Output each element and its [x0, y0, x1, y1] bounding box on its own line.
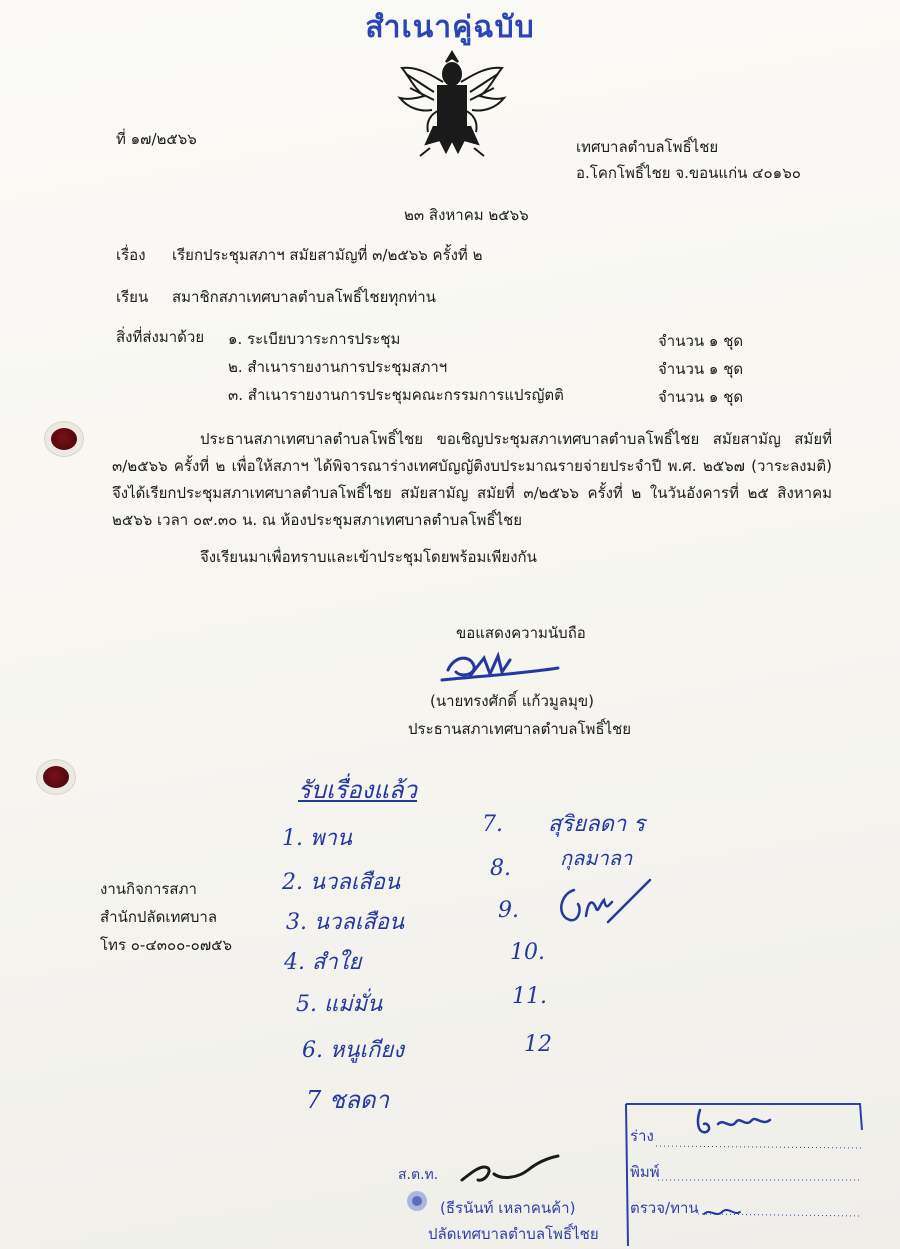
- handwritten-left-item: 5. แม่มั่น: [296, 992, 383, 1017]
- stamp-row-draft: ร่าง: [630, 1127, 654, 1145]
- handwritten-right-number: 12: [524, 1032, 552, 1057]
- organization-name: เทศบาลตำบลโพธิ์ไชย: [576, 138, 719, 156]
- enclosure-qty: จำนวน ๑ ชุด: [658, 332, 744, 350]
- punch-hole: [43, 766, 69, 788]
- handwritten-right-number: 8.: [490, 856, 511, 881]
- seal-icon: [404, 1188, 430, 1214]
- addressee-text: สมาชิกสภาเทศบาลตำบลโพธิ์ไชยทุกท่าน: [172, 288, 436, 306]
- handwritten-left-item: 4. สำใย: [284, 950, 362, 975]
- enclosures-label: สิ่งที่ส่งมาด้วย: [116, 328, 205, 346]
- office-department: งานกิจการสภา: [100, 880, 197, 898]
- document-number: ที่ ๑๗/๒๕๖๖: [116, 130, 197, 148]
- enclosure-qty: จำนวน ๑ ชุด: [658, 360, 744, 378]
- subject-text: เรียกประชุมสภาฯ สมัยสามัญที่ ๓/๒๕๖๖ ครั้งที่ ๒: [172, 246, 483, 264]
- stamp-initials-icon: [700, 1200, 790, 1224]
- stamp-row-checked: ตรวจ/ทาน: [630, 1199, 699, 1217]
- garuda-emblem-icon: [390, 44, 514, 162]
- deputy-signature-icon: [458, 1150, 562, 1190]
- handwritten-heading: รับเรื่องแล้ว: [298, 776, 418, 804]
- handwritten-left-item: 7 ชลดา: [306, 1086, 389, 1114]
- punch-hole: [51, 428, 77, 450]
- handwritten-right-number: 9.: [498, 898, 519, 923]
- addressee-label: เรียน: [116, 288, 149, 306]
- handwritten-right-number: 7.: [482, 812, 503, 837]
- document-date: ๒๓ สิงหาคม ๒๕๖๖: [404, 206, 529, 224]
- closing-salutation: ขอแสดงความนับถือ: [456, 624, 586, 642]
- copy-stamp: สำเนาคู่ฉบับ: [365, 10, 535, 45]
- office-phone: โทร ๐-๔๓๐๐-๐๗๕๖: [100, 936, 232, 954]
- signer-title: ประธานสภาเทศบาลตำบลโพธิ์ไชย: [408, 720, 632, 738]
- deputy-title: ปลัดเทศบาลตำบลโพธิ์ไชย: [428, 1225, 599, 1243]
- stamp-signature-icon: [690, 1104, 780, 1140]
- handwritten-left-item: 2. นวลเสือน: [282, 870, 401, 895]
- stamp-row-typed: พิมพ์: [630, 1163, 660, 1181]
- handwritten-right-name: สุริยลดา ร: [548, 812, 646, 837]
- handwritten-left-item: 3. นวลเสือน: [286, 910, 405, 935]
- handwritten-left-item: 1. พาน: [282, 826, 352, 851]
- enclosure-qty: จำนวน ๑ ชุด: [658, 388, 744, 406]
- organization-address: อ.โคกโพธิ์ไชย จ.ขอนแก่น ๔๐๑๖๐: [576, 164, 801, 182]
- office-division: สำนักปลัดเทศบาล: [100, 908, 218, 926]
- signer-name: (นายทรงศักดิ์ แก้วมูลมุข): [430, 692, 594, 710]
- subject-label: เรื่อง: [116, 246, 146, 264]
- handwritten-signature-icon: [552, 876, 656, 928]
- deputy-name: (ธีรนันท์ เหลาคนค้า): [440, 1199, 576, 1217]
- enclosure-item: ๓. สำเนารายงานการประชุมคณะกรรมการแปรญัตติ: [228, 386, 564, 404]
- handwritten-right-number: 11.: [512, 984, 547, 1009]
- chairman-signature-icon: [440, 646, 560, 686]
- enclosure-item: ๑. ระเบียบวาระการประชุม: [228, 330, 401, 348]
- handwritten-right-name: กุลมาลา: [560, 846, 633, 870]
- body-paragraph: ประธานสภาเทศบาลตำบลโพธิ์ไชย ขอเชิญประชุมสภาเทศบาลตำบลโพธิ์ไชย สมัยสามัญ สมัยที่ ๓/๒๕๖๖ ครั้งที่ ๒ เพื่อให้สภาฯ ได้พิจารณาร่างเทศบัญญัติงบประมาณรายจ่ายประจำปี พ.ศ. ๒๕๖๗ (วาระลงมติ) จึงได้เรียกประชุมสภาเทศบาลตำบลโพธิ์ไชย สมัยสามัญ สมัยที่ ๓/๒๕๖๖ ครั้งที่ ๒ ในวันอังคารที่ ๒๕ สิงหาคม ๒๕๖๖ เวลา ๐๙.๓๐ น. ณ ห้องประชุมสภาเทศบาลตำบลโพธิ์ไชย: [112, 430, 832, 529]
- enclosure-item: ๒. สำเนารายงานการประชุมสภาฯ: [228, 358, 448, 376]
- rank-abbreviation: ส.ต.ท.: [398, 1167, 439, 1183]
- handwritten-right-number: 10.: [510, 940, 545, 965]
- handwritten-left-item: 6. หนูเกียง: [302, 1038, 404, 1063]
- body-closing-line: จึงเรียนมาเพื่อทราบและเข้าประชุมโดยพร้อมเพียงกัน: [200, 548, 537, 566]
